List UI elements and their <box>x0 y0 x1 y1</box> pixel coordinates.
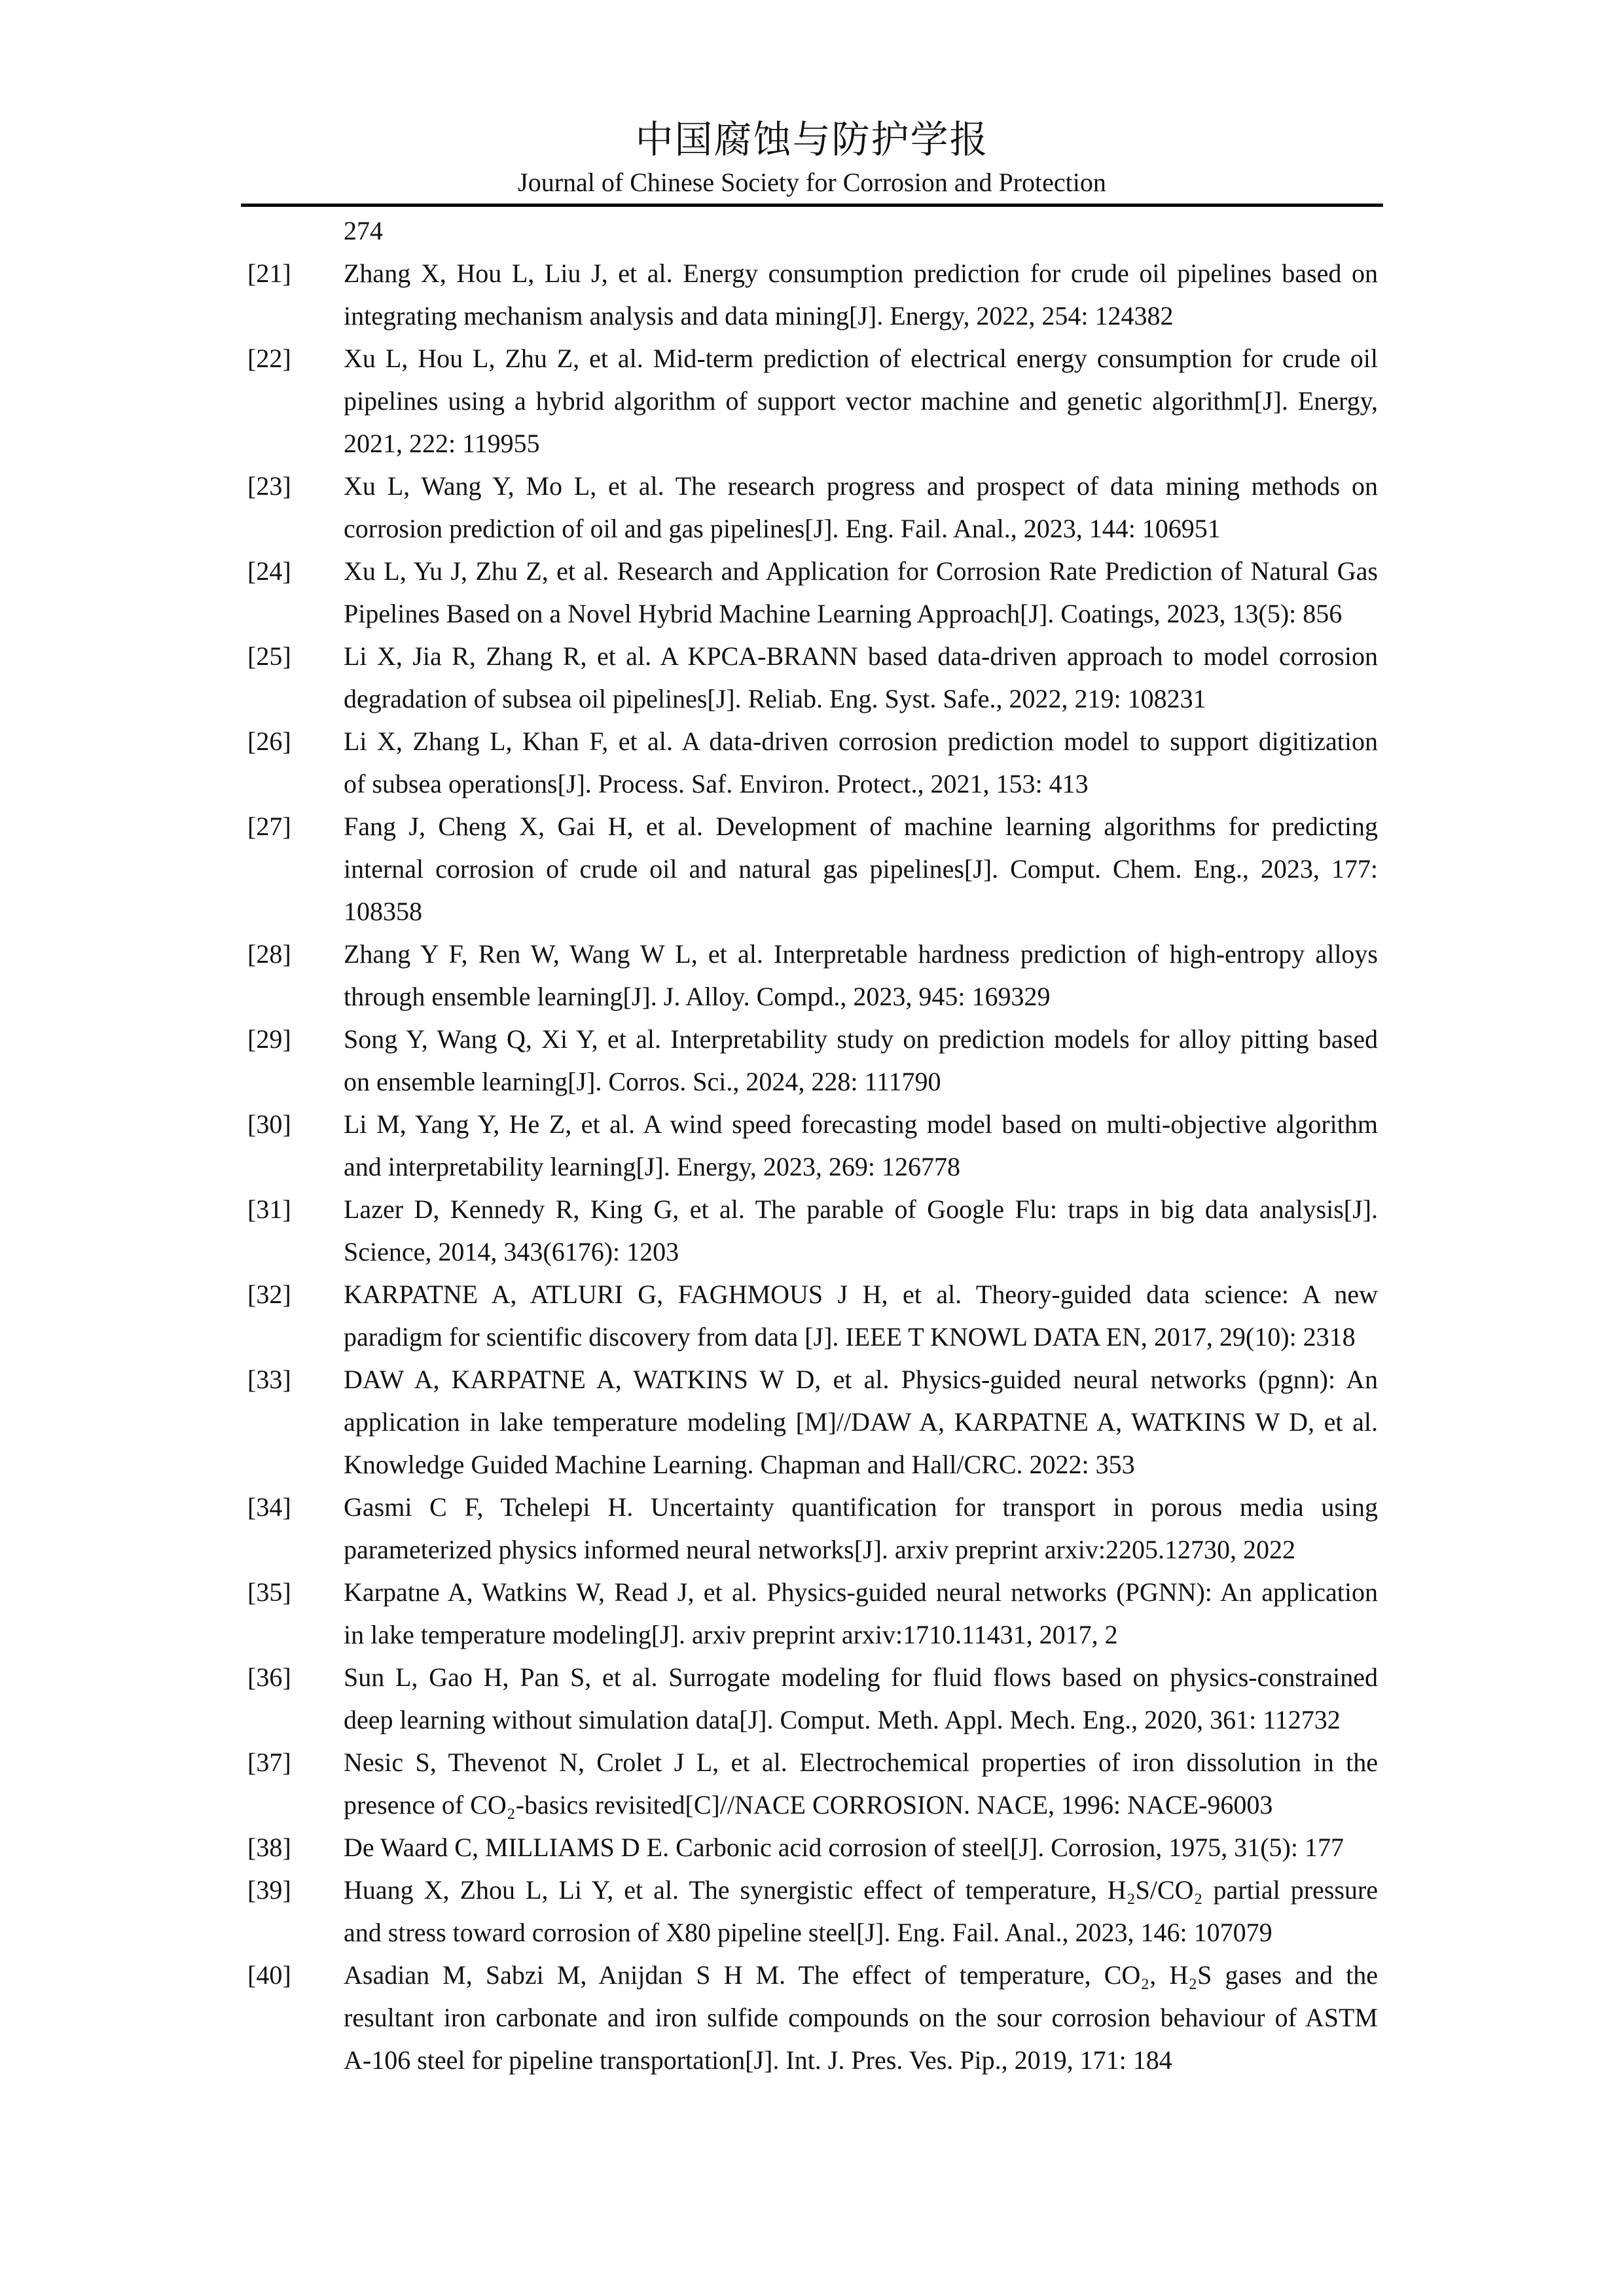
reference-line: KARPATNE A, ATLURI G, FAGHMOUS J H, et al. Theory-guided data science: A new <box>344 1280 1378 1309</box>
journal-title-chinese: 中国腐蚀与防护学报 <box>635 117 989 162</box>
reference-line: deep learning without simulation data[J]. Comput. Meth. Appl. Mech. Eng., 2020, 361: 112732 <box>344 1705 1341 1734</box>
reference-text <box>344 1358 1378 1486</box>
reference-line: degradation of subsea oil pipelines[J]. Reliab. Eng. Syst. Safe., 2022, 219: 108231 <box>344 684 1206 713</box>
reference-line: 2021, 222: 119955 <box>344 429 540 458</box>
reference-line: and interpretability learning[J]. Energy, 2023, 269: 126778 <box>344 1152 961 1181</box>
reference-item <box>247 1869 1383 1954</box>
reference-text <box>344 1741 1378 1826</box>
reference-number: [37] <box>247 1748 291 1777</box>
reference-item <box>247 550 1383 635</box>
reference-text <box>344 1018 1378 1103</box>
reference-text <box>344 1188 1378 1273</box>
reference-line: internal corrosion of crude oil and natural gas pipelines[J]. Comput. Chem. Eng., 2023, 177: <box>344 854 1378 884</box>
reference-number: [30] <box>247 1109 291 1139</box>
reference-item <box>247 1486 1383 1571</box>
reference-number: [40] <box>247 1960 291 1990</box>
reference-line: Zhang X, Hou L, Liu J, et al. Energy consumption prediction for crude oil pipelines based on <box>344 259 1378 288</box>
reference-item <box>247 1656 1383 1741</box>
reference-line: through ensemble learning[J]. J. Alloy. Compd., 2023, 945: 169329 <box>344 982 1051 1011</box>
reference-line: on ensemble learning[J]. Corros. Sci., 2024, 228: 111790 <box>344 1067 941 1096</box>
reference-item <box>247 1103 1383 1188</box>
reference-text <box>344 1954 1378 2081</box>
reference-line: and stress toward corrosion of X80 pipeline steel[J]. Eng. Fail. Anal., 2023, 146: 107079 <box>344 1918 1272 1947</box>
reference-text <box>344 720 1378 805</box>
reference-line: Xu L, Wang Y, Mo L, et al. The research progress and prospect of data mining methods on <box>344 471 1378 501</box>
reference-number: [29] <box>247 1024 291 1054</box>
reference-number: [36] <box>247 1662 291 1692</box>
reference-number: [34] <box>247 1492 291 1522</box>
reference-line: Li M, Yang Y, He Z, et al. A wind speed forecasting model based on multi-objective algorithm <box>344 1109 1378 1139</box>
reference-line: A-106 steel for pipeline transportation[J]. Int. J. Pres. Ves. Pip., 2019, 171: 184 <box>344 2045 1172 2075</box>
reference-line: in lake temperature modeling[J]. arxiv preprint arxiv:1710.11431, 2017, 2 <box>344 1620 1118 1649</box>
reference-line: Pipelines Based on a Novel Hybrid Machine Learning Approach[J]. Coatings, 2023, 13(5): 856 <box>344 599 1343 628</box>
reference-text <box>344 1656 1378 1741</box>
reference-text <box>344 1103 1378 1188</box>
reference-line: Fang J, Cheng X, Gai H, et al. Development of machine learning algorithms for predicting <box>344 812 1378 841</box>
reference-line: Huang X, Zhou L, Li Y, et al. The synergistic effect of temperature, H₂S/CO₂ partial pressure <box>344 1875 1378 1905</box>
reference-entries <box>247 252 1383 2081</box>
reference-number: [31] <box>247 1194 291 1224</box>
reference-line: De Waard C, MILLIAMS D E. Carbonic acid corrosion of steel[J]. Corrosion, 1975, 31(5): 177 <box>344 1833 1344 1862</box>
reference-line: Xu L, Yu J, Zhu Z, et al. Research and Application for Corrosion Rate Prediction of Natural Gas <box>344 556 1378 586</box>
reference-number: [25] <box>247 641 291 671</box>
reference-number: [26] <box>247 726 291 756</box>
reference-number: [24] <box>247 556 291 586</box>
reference-item <box>247 465 1383 550</box>
reference-item <box>247 720 1383 805</box>
reference-line: corrosion prediction of oil and gas pipelines[J]. Eng. Fail. Anal., 2023, 144: 106951 <box>344 514 1221 543</box>
reference-number: [28] <box>247 939 291 969</box>
reference-line: Xu L, Hou L, Zhu Z, et al. Mid-term prediction of electrical energy consumption for crude oil <box>344 344 1378 373</box>
reference-text <box>344 337 1378 465</box>
reference-text <box>344 1826 1378 1869</box>
reference-line: Gasmi C F, Tchelepi H. Uncertainty quantification for transport in porous media using <box>344 1492 1378 1522</box>
reference-item <box>247 1571 1383 1656</box>
reference-list <box>247 209 1383 2081</box>
reference-line: parameterized physics informed neural networks[J]. arxiv preprint arxiv:2205.12730, 2022 <box>344 1535 1296 1564</box>
reference-number: [38] <box>247 1833 291 1862</box>
reference-line: Knowledge Guided Machine Learning. Chapman and Hall/CRC. 2022: 353 <box>344 1450 1135 1479</box>
reference-line: pipelines using a hybrid algorithm of support vector machine and genetic algorithm[J]. Energy, <box>344 386 1378 416</box>
reference-text <box>344 1869 1378 1954</box>
reference-text <box>344 1273 1378 1358</box>
reference-line: resultant iron carbonate and iron sulfide compounds on the sour corrosion behaviour of ASTM <box>344 2003 1378 2032</box>
reference-line: Song Y, Wang Q, Xi Y, et al. Interpretability study on prediction models for alloy pitting based <box>344 1024 1378 1054</box>
reference-line: integrating mechanism analysis and data mining[J]. Energy, 2022, 254: 124382 <box>344 301 1174 331</box>
reference-line: DAW A, KARPATNE A, WATKINS W D, et al. Physics-guided neural networks (pgnn): An <box>344 1365 1378 1394</box>
reference-line: Lazer D, Kennedy R, King G, et al. The parable of Google Flu: traps in big data analysis[J]. <box>344 1194 1378 1224</box>
reference-line: Li X, Zhang L, Khan F, et al. A data-driven corrosion prediction model to support digitization <box>344 726 1378 756</box>
reference-item <box>247 1188 1383 1273</box>
reference-item <box>247 635 1383 720</box>
reference-item <box>247 337 1383 465</box>
reference-line: Li X, Jia R, Zhang R, et al. A KPCA-BRANN based data-driven approach to model corrosion <box>344 641 1378 671</box>
reference-line: Asadian M, Sabzi M, Anijdan S H M. The effect of temperature, CO₂, H₂S gases and the <box>344 1960 1378 1990</box>
reference-number: [22] <box>247 344 291 373</box>
reference-text <box>344 550 1378 635</box>
reference-text <box>344 1571 1378 1656</box>
reference-number: [39] <box>247 1875 291 1905</box>
reference-item <box>247 1358 1383 1486</box>
header-divider <box>241 204 1383 207</box>
reference-item <box>247 1273 1383 1358</box>
reference-line: application in lake temperature modeling [M]//DAW A, KARPATNE A, WATKINS W D, et al. <box>344 1407 1378 1437</box>
reference-line: presence of CO₂-basics revisited[C]//NACE CORROSION. NACE, 1996: NACE-96003 <box>344 1790 1273 1820</box>
reference-text <box>344 465 1378 550</box>
reference-item <box>247 933 1383 1018</box>
reference-item <box>247 1826 1383 1869</box>
reference-item <box>247 1954 1383 2081</box>
reference-line: paradigm for scientific discovery from data [J]. IEEE T KNOWL DATA EN, 2017, 29(10): 2318 <box>344 1322 1356 1352</box>
reference-number: [27] <box>247 812 291 841</box>
reference-line: Zhang Y F, Ren W, Wang W L, et al. Interpretable hardness prediction of high-entropy alloys <box>344 939 1378 969</box>
reference-line: Karpatne A, Watkins W, Read J, et al. Physics-guided neural networks (PGNN): An application <box>344 1577 1378 1607</box>
reference-line: Science, 2014, 343(6176): 1203 <box>344 1237 679 1266</box>
reference-number: [23] <box>247 471 291 501</box>
reference-line: 108358 <box>344 897 422 926</box>
reference-number: [21] <box>247 259 291 288</box>
reference-line: Sun L, Gao H, Pan S, et al. Surrogate modeling for fluid flows based on physics-constrained <box>344 1662 1378 1692</box>
reference-text <box>344 805 1378 933</box>
reference-line: of subsea operations[J]. Process. Saf. Environ. Protect., 2021, 153: 413 <box>344 769 1089 798</box>
reference-item <box>247 805 1383 933</box>
journal-title-english: Journal of Chinese Society for Corrosion and Protection <box>518 168 1106 197</box>
reference-item <box>247 1018 1383 1103</box>
reference-text <box>344 933 1378 1018</box>
reference-text <box>344 252 1378 337</box>
reference-item <box>247 1741 1383 1826</box>
reference-number: [35] <box>247 1577 291 1607</box>
reference-text <box>344 635 1378 720</box>
reference-number: [33] <box>247 1365 291 1394</box>
reference-text <box>344 1486 1378 1571</box>
page-number: 274 <box>344 216 383 245</box>
reference-line: Nesic S, Thevenot N, Crolet J L, et al. Electrochemical properties of iron dissolution in the <box>344 1748 1378 1777</box>
reference-number: [32] <box>247 1280 291 1309</box>
reference-item <box>247 252 1383 337</box>
